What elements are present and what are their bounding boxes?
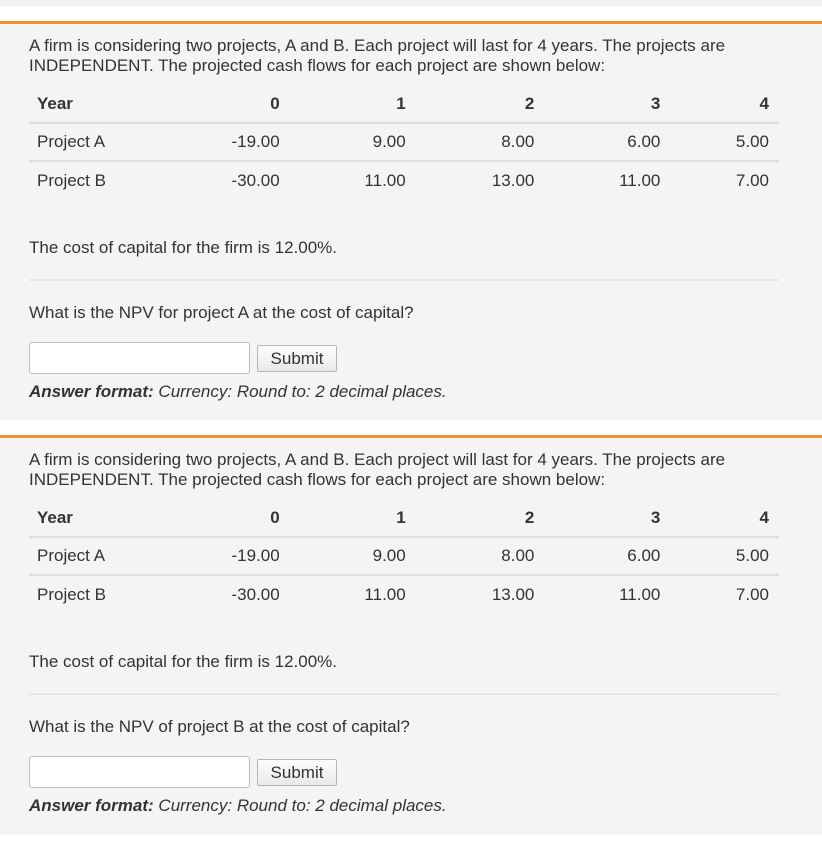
answer-format-label: Answer format: xyxy=(29,796,154,815)
table-cell: -19.00 xyxy=(149,537,290,575)
table-cell: 5.00 xyxy=(670,537,779,575)
divider xyxy=(29,693,779,695)
cost-of-capital-text: The cost of capital for the firm is 12.00%. xyxy=(29,652,338,671)
answer-format-label: Answer format: xyxy=(29,382,154,401)
cash-flow-table xyxy=(29,85,779,199)
table-cell: 11.00 xyxy=(619,584,661,604)
answer-format-text: Currency: Round to: 2 decimal places. xyxy=(153,382,447,401)
column-header: 0 xyxy=(149,85,290,123)
answer-format xyxy=(29,382,447,402)
submit-button[interactable]: Submit xyxy=(257,759,337,786)
cash-flow-table xyxy=(29,499,779,613)
column-header: 1 xyxy=(290,499,416,537)
table-cell: -30.00 xyxy=(231,584,280,604)
table-cell: 9.00 xyxy=(290,537,416,575)
question-prompt: What is the NPV of project B at the cost of capital? xyxy=(29,717,410,736)
table-cell: 8.00 xyxy=(416,537,545,575)
table-cell: 6.00 xyxy=(544,537,670,575)
table-cell: 7.00 xyxy=(735,170,769,190)
column-header: Year xyxy=(29,85,149,123)
cost-of-capital-text: The cost of capital for the firm is 12.00%. xyxy=(29,238,338,257)
question-prompt: What is the NPV for project A at the cost of capital? xyxy=(29,303,414,322)
column-header: 3 xyxy=(544,85,670,123)
table-cell: -30.00 xyxy=(231,170,280,190)
table-cell: 11.00 xyxy=(364,584,406,604)
table-cell: 11.00 xyxy=(619,170,661,190)
question-intro: A firm is considering two projects, A and B. Each project will last for 4 years. The projects are INDEPENDENT. The projected cash flows for each project are shown below: xyxy=(29,450,726,489)
row-label: Project A xyxy=(29,123,149,161)
row-label: Project A xyxy=(29,537,149,575)
table-cell: 9.00 xyxy=(290,123,416,161)
column-header: Year xyxy=(29,499,149,537)
table-cell: 7.00 xyxy=(735,584,769,604)
question-panel xyxy=(0,435,822,835)
column-header: 1 xyxy=(290,85,416,123)
answer-format xyxy=(29,796,447,816)
question-intro: A firm is considering two projects, A and B. Each project will last for 4 years. The projects are INDEPENDENT. The projected cash flows for each project are shown below: xyxy=(29,36,726,75)
column-header: 4 xyxy=(670,85,779,123)
table-row xyxy=(29,123,779,161)
answer-format-text: Currency: Round to: 2 decimal places. xyxy=(153,796,447,815)
column-header: 2 xyxy=(416,85,545,123)
row-label: Project B xyxy=(37,170,106,190)
table-header-row xyxy=(29,499,779,537)
table-cell: 5.00 xyxy=(670,123,779,161)
column-header: 4 xyxy=(670,499,779,537)
table-cell: 13.00 xyxy=(491,170,535,190)
submit-button[interactable]: Submit xyxy=(257,345,337,372)
divider xyxy=(29,279,779,281)
table-row xyxy=(29,537,779,575)
table-row xyxy=(29,575,779,613)
question-panel xyxy=(0,21,822,420)
column-header: 3 xyxy=(544,499,670,537)
column-header: 2 xyxy=(416,499,545,537)
answer-input[interactable] xyxy=(29,342,250,374)
table-cell: 11.00 xyxy=(364,170,406,190)
answer-input[interactable] xyxy=(29,756,250,788)
table-cell: 6.00 xyxy=(544,123,670,161)
table-cell: 8.00 xyxy=(416,123,545,161)
table-cell: -19.00 xyxy=(149,123,290,161)
top-strip xyxy=(0,0,822,6)
row-label: Project B xyxy=(37,584,106,604)
table-header-row xyxy=(29,85,779,123)
column-header: 0 xyxy=(149,499,290,537)
table-row xyxy=(29,161,779,199)
table-cell: 13.00 xyxy=(491,584,535,604)
